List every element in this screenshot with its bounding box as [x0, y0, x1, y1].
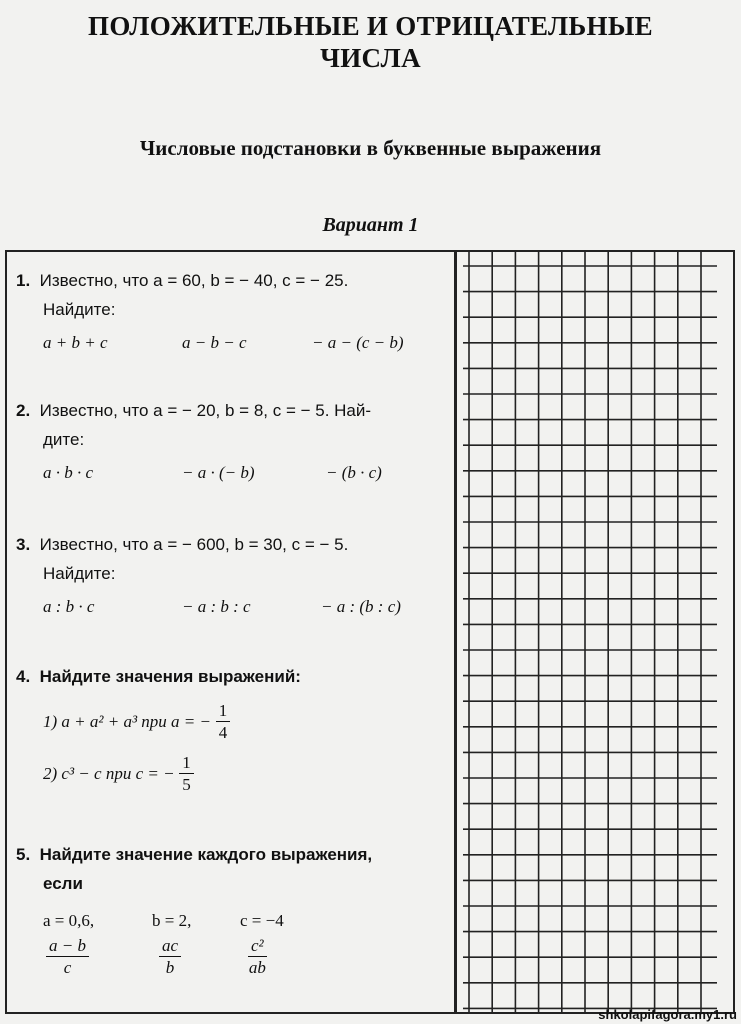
- task-fractions: [16, 936, 446, 986]
- subitem-expression: 1) a + a² + a³ при a = −: [43, 711, 211, 731]
- site-watermark: shkolapifagora.my1.ru: [598, 1007, 737, 1022]
- page-title: [0, 10, 741, 74]
- expression-3: − a : (b : c): [321, 597, 401, 616]
- fraction-3: $\frac{\text{c²}}{ab}$: [248, 936, 266, 977]
- expression-2: − a · (− b): [182, 463, 255, 482]
- title-line-2: ЧИСЛА: [320, 43, 421, 73]
- value-c: c = −4: [240, 911, 284, 930]
- task-number: 1.: [16, 271, 31, 290]
- subitem-expression: 2) c³ − c при c = −: [43, 763, 175, 783]
- task-subitem-2: [16, 753, 446, 799]
- task-values: [16, 906, 446, 936]
- task-number: 4.: [16, 667, 31, 686]
- value-b: b = 2,: [152, 911, 192, 930]
- subtitle: Числовые подстановки в буквенные выражения: [139, 136, 602, 160]
- fraction: $\frac{1}{5}$: [179, 753, 194, 796]
- expression-3: − a − (c − b): [312, 333, 404, 352]
- task-3: [16, 530, 446, 622]
- expression-1: a + b + c: [43, 333, 108, 352]
- value-a: a = 0,6,: [43, 911, 95, 930]
- task-condition: Известно, что a = − 20, b = 8, c = − 5. Най-: [39, 401, 372, 420]
- task-condition: Найдите значения выражений:: [39, 667, 301, 686]
- title-line-1: ПОЛОЖИТЕЛЬНЫЕ И ОТРИЦАТЕЛЬНЫЕ: [88, 11, 653, 41]
- task-5: [16, 840, 446, 986]
- fraction: $\frac{1}{4}$: [216, 701, 231, 744]
- task-subitem-1: [16, 701, 446, 747]
- task-expressions: [16, 458, 446, 488]
- task-number: 5.: [16, 845, 31, 864]
- expression-1: a : b · c: [43, 597, 95, 616]
- column-divider: [454, 250, 457, 1014]
- task-4: [16, 662, 446, 799]
- task-instruction: дите:: [43, 430, 85, 449]
- task-condition: Найдите значение каждого выражения,: [39, 845, 373, 864]
- task-instruction: если: [43, 874, 83, 893]
- task-expressions: [16, 328, 446, 358]
- task-instruction: Найдите:: [43, 300, 116, 319]
- expression-2: a − b − c: [182, 333, 247, 352]
- task-expressions: [16, 592, 446, 622]
- task-condition: Известно, что a = − 600, b = 30, c = − 5.: [39, 535, 349, 554]
- task-number: 3.: [16, 535, 31, 554]
- task-2: [16, 396, 446, 488]
- task-condition: Известно, что a = 60, b = − 40, c = − 25.: [39, 271, 349, 290]
- expression-1: a · b · c: [43, 463, 94, 482]
- fraction-2: $\frac{ac}{b}$: [159, 936, 181, 979]
- task-number: 2.: [16, 401, 31, 420]
- expression-3: − (b · c): [326, 463, 382, 482]
- task-1: [16, 266, 446, 358]
- fraction-1: $\frac{a - b}{c}$: [46, 936, 89, 979]
- variant-label: Вариант 1: [322, 214, 419, 236]
- expression-2: − a : b : c: [182, 597, 251, 616]
- task-instruction: Найдите:: [43, 564, 116, 583]
- answer-grid: [463, 252, 717, 1012]
